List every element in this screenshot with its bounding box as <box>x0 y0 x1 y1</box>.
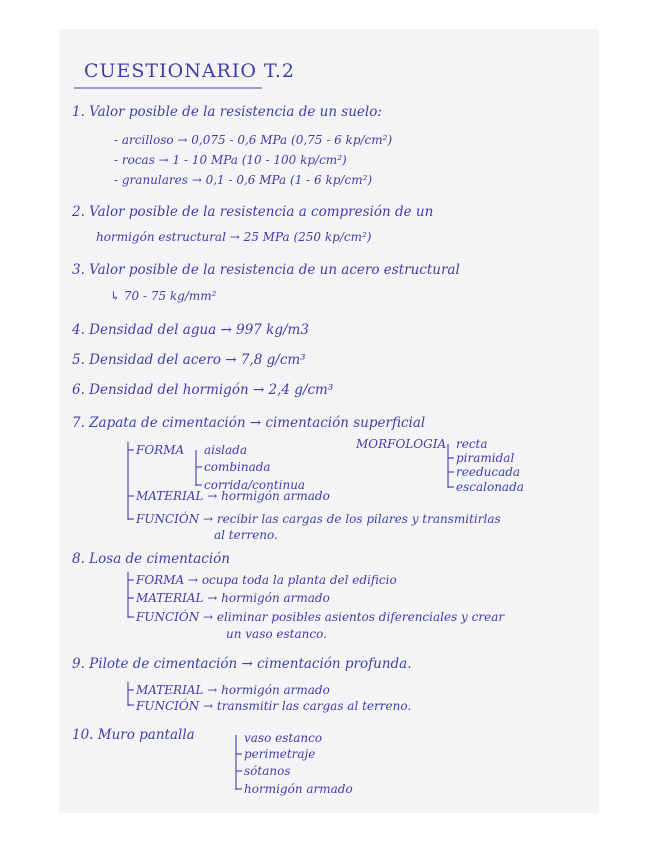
q9-heading: 9. Pilote de cimentación → cimentación profunda. <box>72 656 412 672</box>
q7-forma-label: FORMA <box>136 443 185 457</box>
q7-forma-item: combinada <box>204 460 271 474</box>
q8-heading: 8. Losa de cimentación <box>72 551 230 567</box>
q7-funcion: al terreno. <box>214 528 278 542</box>
q10-heading: 10. Muro pantalla <box>72 727 195 743</box>
q7-material: MATERIAL → hormigón armado <box>136 489 330 503</box>
q4-line: 4. Densidad del agua → 997 kg/m3 <box>72 322 309 338</box>
q10-item: sótanos <box>244 764 291 778</box>
q8-funcion: FUNCIÓN → eliminar posibles asientos diferenciales y crear <box>136 610 505 624</box>
q10-item: perimetraje <box>244 747 316 761</box>
q3-answer: ↳ 70 - 75 kg/mm² <box>110 289 217 303</box>
q8-forma: FORMA → ocupa toda la planta del edificio <box>136 573 397 587</box>
q2-line: 2. Valor posible de la resistencia a compresión de un <box>72 204 434 220</box>
q1-item: - arcilloso → 0,075 - 0,6 MPa (0,75 - 6 kp/cm²) <box>114 133 393 147</box>
q10-item: vaso estanco <box>244 731 323 745</box>
q7-forma-item: aislada <box>204 443 247 457</box>
page-title: CUESTIONARIO T.2 <box>84 60 295 82</box>
q7-morfologia-item: reeducada <box>456 465 521 479</box>
q2-line: hormigón estructural → 25 MPa (250 kp/cm²) <box>96 230 372 244</box>
q1-item: - granulares → 0,1 - 0,6 MPa (1 - 6 kp/cm²) <box>114 173 373 187</box>
q8-funcion: un vaso estanco. <box>226 627 327 641</box>
q9-material: MATERIAL → hormigón armado <box>136 683 330 697</box>
q9-funcion: FUNCIÓN → transmitir las cargas al terreno. <box>136 699 412 713</box>
q7-morfologia-label: MORFOLOGIA <box>356 437 447 451</box>
q7-forma-item: corrida/continua <box>204 478 306 492</box>
q1-item: - rocas → 1 - 10 MPa (10 - 100 kp/cm²) <box>114 153 347 167</box>
q3-line: 3. Valor posible de la resistencia de un acero estructural <box>72 262 460 278</box>
q7-morfologia-item: recta <box>456 437 488 451</box>
q7-morfologia-item: piramidal <box>456 451 515 465</box>
q6-line: 6. Densidad del hormigón → 2,4 g/cm³ <box>72 382 334 398</box>
q7-heading: 7. Zapata de cimentación → cimentación superficial <box>72 415 426 431</box>
q1-heading: 1. Valor posible de la resistencia de un suelo: <box>72 104 382 120</box>
q7-morfologia-item: escalonada <box>456 480 524 494</box>
q7-funcion: FUNCIÓN → recibir las cargas de los pilares y transmitirlas <box>136 512 501 526</box>
q5-line: 5. Densidad del acero → 7,8 g/cm³ <box>72 352 306 368</box>
q8-material: MATERIAL → hormigón armado <box>136 591 330 605</box>
q10-item: hormigón armado <box>244 782 353 796</box>
